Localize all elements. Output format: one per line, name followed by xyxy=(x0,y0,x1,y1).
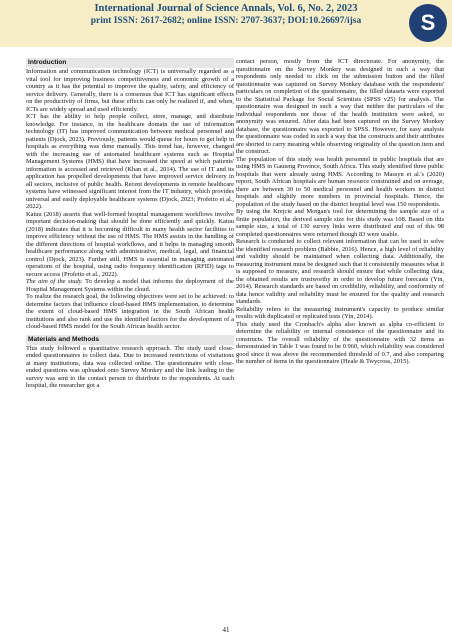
methods-paragraph-2: contact person, mostly from the ICT directorate. For anonymity, the questionnaire on the Survey Monkey was designed in such a way that respondents only needed to click on the submission button and the filled questionnaire was captured on Survey Monkey database with the respondents' particulars on completion of the questionnaire, the filled datasets were exported to the Statistical Package for Social Scientists (SPSS v25) for analysis. The questionnaire was designed in such a way that neither the particulars of the individual respondents nor those of the health institution were asked, so anonymity was ensured. After data had been captured on the Survey Monkey database, the questionnaire was exported to SPSS. However, for easy analysis the questionnaire was coded in such a way that the constructs and their attributes are shorted to carry meaning while observing originality of the question item and the construct. xyxy=(236,58,444,155)
aim-text: To develop a model that informs the deployment of the Hospital Management Systems within the cloud. xyxy=(26,278,234,293)
introduction-heading: Introduction xyxy=(26,58,234,68)
intro-paragraph-2: ICT has the ability to help people collect, store, manage, and distribute knowledge. For instance, in the healthcare domain the use of information technology (IT) has improved communication between medical personnel and patients (Djock, 2023). Previously, patients would queue for hours to get help in hospitals as everything was done manually. This trend has, however, changed with the increasing use of automated healthcare systems such as Hospital Management Systems (HMS) that have increased the speed at which patients' information is accessed and retrieved (Khan et al., 2014). The use of IT and its application has propelled developments that have improved service delivery in all sectors, inclusive of public health. Recent developments in remote healthcare systems have witnessed significant interest from the IT industry, which provides universal and easily deployable healthcare systems (Djock, 2023; Profetto et al., 2022). xyxy=(26,113,234,210)
aim-paragraph xyxy=(26,278,234,293)
methods-paragraph-1: This study followed a quantitative research approach. The study used close-ended questionnaires to collect data. Due to increased restrictions of visitations at many institutions, data was collected online. The questionnaire with close-ended questions was uploaded onto Survey Monkey and the link leading to the survey was sent to the contact person to distribute to the respondents. At each hospital, the researcher got a xyxy=(26,344,234,389)
population-paragraph: The population of this study was health personnel in public hospitals that are using HMS in Gauteng Province, South Africa. This study identified three public hospitals that were already using HMS. According to Massyn et al.'s (2020) report, South African hospitals are human resource constrained and on average, there are between 30 to 50 medical personnel and health workers in district hospitals and slightly more numbers in provincial hospitals. Hence, the population of the study based on the district hospital level was 150 respondents. xyxy=(236,155,444,208)
journal-issn-doi: print ISSN: 2617-2682; online ISSN: 2707-3637; DOI:10.26697/ijsa xyxy=(90,16,362,26)
cronbach-alpha-paragraph: This study used the Cronbach's alpha also known as alpha co-efficient to determine the reliability or internal consistence of the questionnaire and its constructs. The overall reliability of the questionnaire with 32 items as demonstrated in Table 1 was found to be 0.960, which reliability was considered good since it was above the recommended threshold of 0.7, and also comparing the number of items in the questionnaire (Heale & Twycross, 2015). xyxy=(236,320,444,365)
page-number: 41 xyxy=(222,626,230,634)
reliability-definition-paragraph: Reliability refers to the measuring instrument's capacity to produce similar results with duplicated or replicated tests (Yin, 2014). xyxy=(236,305,444,320)
aim-label: The aim of the study. xyxy=(26,278,83,285)
intro-paragraph-3: Katuu (2018) asserts that well-formed hospital management workflows involve important decision-making that should be done efficiently and quickly. Katuu (2018) indicates that it is becoming difficult in many health sector facilities to improve efficiency without the use of HMS. The HMS assists in the handling of the different directions of hospital workflows, and it helps in managing smooth healthcare performance along with administrative, medical, legal, and financial control (Djock, 2023). Further still, HMS is essential in managing automated operations of the hospital, using radio frequency identification (RFID) tags to secure access (Profetto et al., 2022). xyxy=(26,210,234,278)
journal-title: International Journal of Science Annals, Vol. 6, No. 2, 2023 xyxy=(94,3,358,14)
sample-paragraph: By using the Krejcie and Morgan's tool for determining the sample size of a finite population, the derived sample size for this study was 108. Based on this sample size, a total of 130 survey links were distributed and out of this 98 completed questionnaires were returned though 83 were usable. xyxy=(236,208,444,238)
logo-letter: S xyxy=(420,10,436,35)
journal-logo xyxy=(409,4,447,42)
intro-paragraph-1: Information and communication technology (ICT) is universally regarded as a vital tool for improving business competitiveness and economic growth of a country as it has the potential to improve the quality, safety, and efficiency of service delivery. Generally, there is a consensus that ICT has significant effects on the productivity of firms, but these effects can only be realized if, and when, ICTs are widely spread and used efficiently. xyxy=(26,68,234,113)
reliability-validity-paragraph: Research is conducted to collect relevant information that can be used to solve the identified research problem (Babbie, 2016). Hence, a high level of reliability and validity should be maintained when collecting data. Additionally, the measuring instrument must be designed such that it consistently measures what it is supposed to measure, and research should ensure that while collecting data, the obtained results are trustworthy in order to develop future forecasts (Yin, 2014). Research standards are based on credibility, reliability, and conformity of data hence validity and reliability must be ensured for the quality and research standards. xyxy=(236,238,444,305)
left-column xyxy=(26,58,234,390)
journal-header xyxy=(0,0,452,47)
right-column xyxy=(236,58,444,366)
objectives-paragraph: To realize the research goal, the following objectives were set to be achieved: to determine factors that influence cloud-based HMS implementation, to determine the extent of cloud-based HMS integration in the South African health institutions and also rank and use the identified factors for the development of a cloud-based HMS model for the South African health sector. xyxy=(26,293,234,330)
methods-heading: Materials and Methods xyxy=(26,335,234,345)
